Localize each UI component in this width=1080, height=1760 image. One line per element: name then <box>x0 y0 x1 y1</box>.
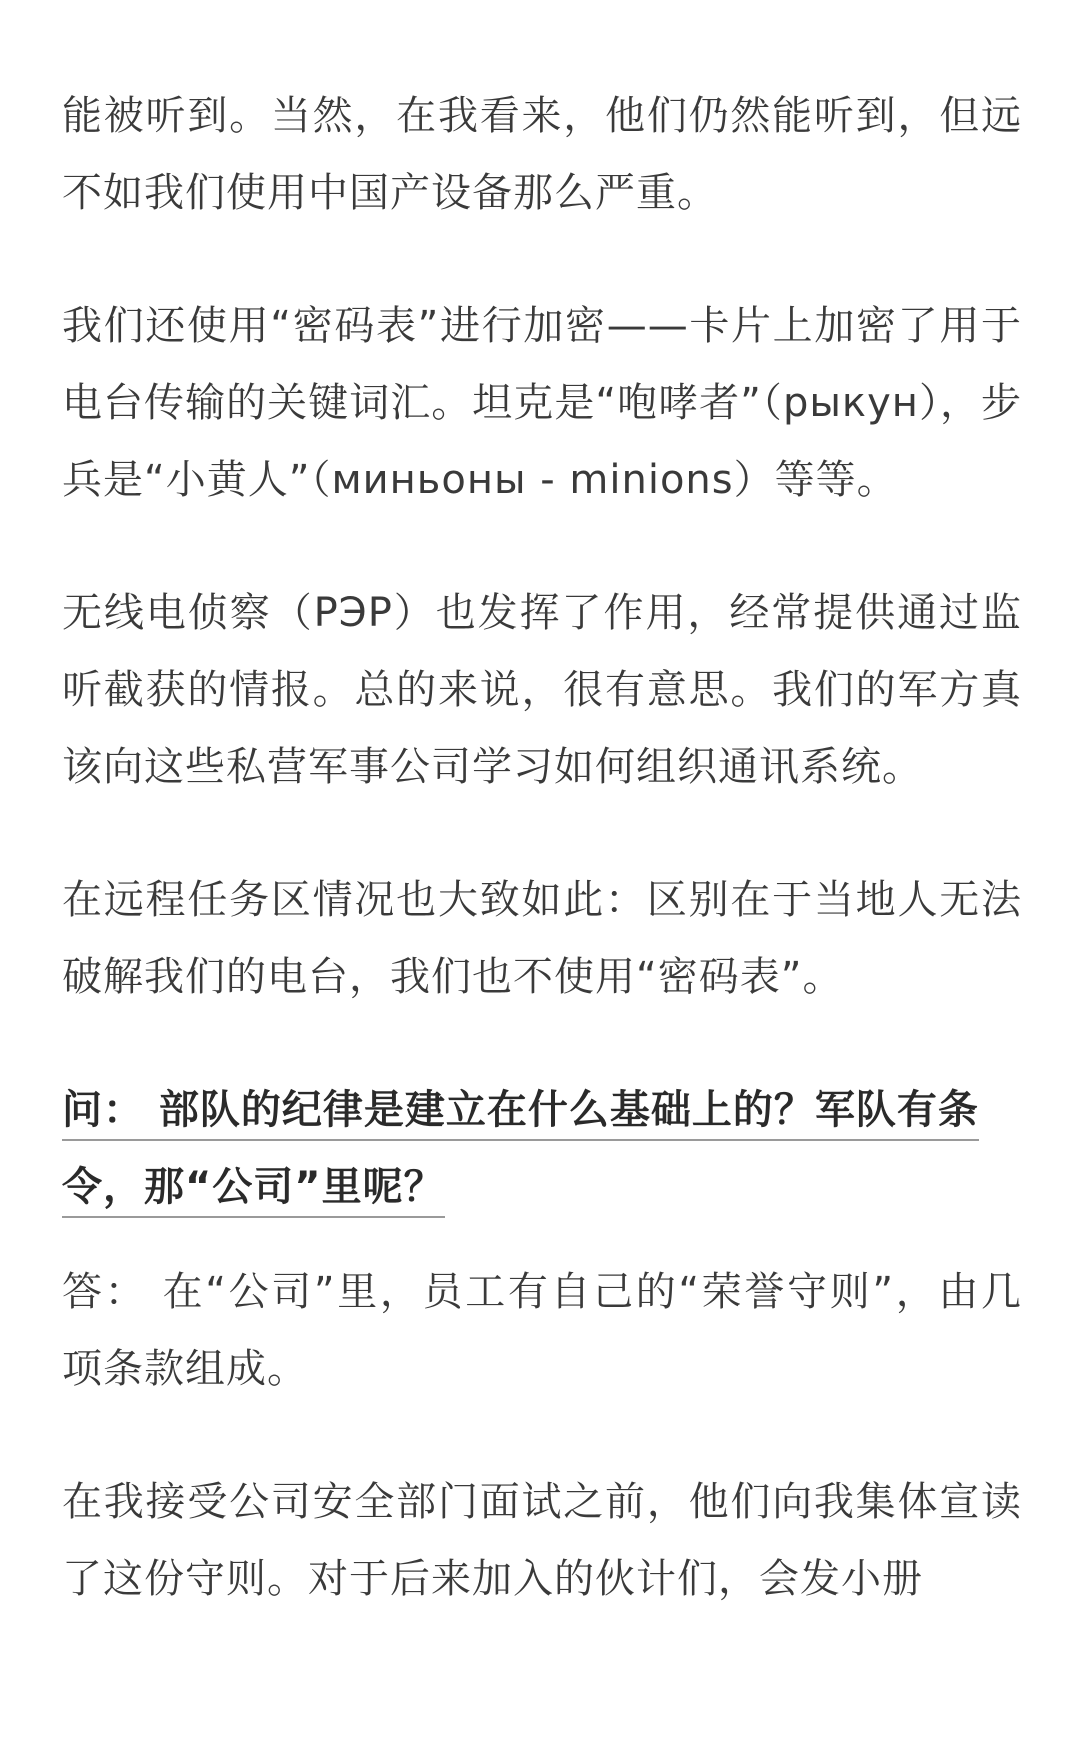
paragraph-3: 无线电侦察（РЭР）也发挥了作用，经常提供通过监听截获的情报。总的来说，很有意思。我们的军方真该向这些私营军事公司学习如何组织通讯系统。 <box>62 590 1022 790</box>
paragraph-1: 能被听到。当然，在我看来，他们仍然能听到，但远不如我们使用中国产设备那么严重。 <box>62 93 1022 216</box>
question-text: 问： 部队的纪律是建立在什么基础上的？军队有条令，那“公司”里呢？ <box>62 1087 979 1218</box>
paragraph-final: 在我接受公司安全部门面试之前，他们向我集体宣读了这份守则。对于后来加入的伙计们，会发小册 <box>62 1479 1022 1602</box>
question-block <box>62 1072 1022 1226</box>
paragraph-4: 在远程任务区情况也大致如此：区别在于当地人无法破解我们的电台，我们也不使用“密码表”。 <box>62 877 1022 1000</box>
answer-paragraph: 答： 在“公司”里，员工有自己的“荣誉守则”，由几项条款组成。 <box>62 1269 1022 1392</box>
paragraph-2: 我们还使用“密码表”进行加密——卡片上加密了用于电台传输的关键词汇。坦克是“咆哮者”（рыкун），步兵是“小黄人”（миньоны - minions）等等。 <box>62 303 1022 503</box>
article-body <box>62 78 1022 1674</box>
